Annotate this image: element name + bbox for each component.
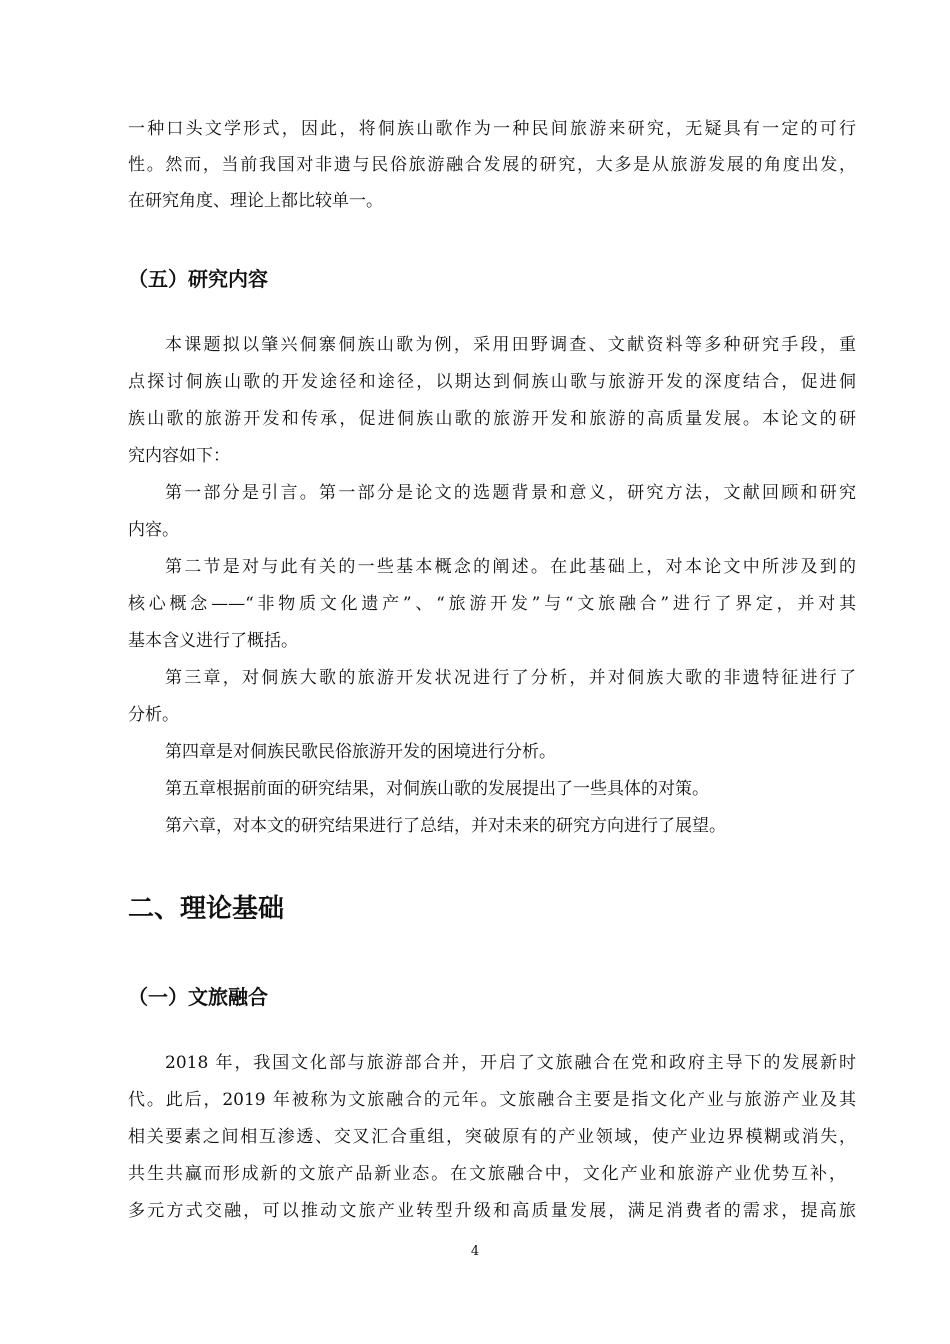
body-text-line: 第六章，对本文的研究结果进行了总结，并对未来的研究方向进行了展望。	[165, 816, 726, 836]
body-text-line: 究内容如下：	[128, 446, 230, 466]
body-text-line: 内容。	[128, 520, 179, 540]
body-text-line: 第一部分是引言。第一部分是论文的选题背景和意义，研究方法，文献回顾和研究	[165, 483, 856, 503]
section-heading: （五）研究内容	[128, 267, 268, 291]
body-text-line: 性。然而，当前我国对非遗与民俗旅游融合发展的研究，大多是从旅游发展的角度出发，	[128, 155, 856, 175]
body-text-line: 多元方式交融，可以推动文旅产业转型升级和高质量发展，满足消费者的需求，提高旅	[128, 1201, 856, 1221]
body-text-line: 基本含义进行了概括。	[128, 631, 298, 651]
body-text-line: 代。此后，2019 年被称为文旅融合的元年。文旅融合主要是指文化产业与旅游产业及其	[128, 1090, 856, 1110]
body-text-line: 点探讨侗族山歌的开发途径和途径，以期达到侗族山歌与旅游开发的深度结合，促进侗	[128, 372, 856, 392]
body-text-line: 核心概念——“非物质文化遗产”、“旅游开发”与“文旅融合”进行了界定，并对其	[128, 594, 856, 614]
body-text-line: 第五章根据前面的研究结果，对侗族山歌的发展提出了一些具体的对策。	[165, 779, 709, 799]
body-text-line: 共生共赢而形成新的文旅产品新业态。在文旅融合中，文化产业和旅游产业优势互补，	[128, 1164, 846, 1184]
body-text-line: 本课题拟以肇兴侗寨侗族山歌为例，采用田野调查、文献资料等多种研究手段，重	[165, 335, 856, 355]
body-text-line: 分析。	[128, 705, 179, 725]
body-text-line: 第四章是对侗族民歌民俗旅游开发的困境进行分析。	[165, 742, 556, 762]
body-text-line: 族山歌的旅游开发和传承，促进侗族山歌的旅游开发和旅游的高质量发展。本论文的研	[128, 409, 856, 429]
body-text-line: 2018 年，我国文化部与旅游部合并，开启了文旅融合在党和政府主导下的发展新时	[165, 1053, 856, 1073]
body-text-line: 在研究角度、理论上都比较单一。	[128, 191, 383, 211]
body-text-line: 一种口头文学形式，因此，将侗族山歌作为一种民间旅游来研究，无疑具有一定的可行	[128, 119, 856, 139]
chapter-heading: 二、理论基础	[128, 894, 285, 924]
body-text-line: 第三章，对侗族大歌的旅游开发状况进行了分析，并对侗族大歌的非遗特征进行了	[165, 668, 856, 688]
body-text-line: 第二节是对与此有关的一些基本概念的阐述。在此基础上，对本论文中所涉及到的	[165, 557, 856, 577]
body-text-line: 相关要素之间相互渗透、交叉汇合重组，突破原有的产业领域，使产业边界模糊或消失，	[128, 1127, 856, 1147]
page-number: 4	[470, 1244, 480, 1259]
subsection-heading: （一）文旅融合	[128, 985, 268, 1009]
